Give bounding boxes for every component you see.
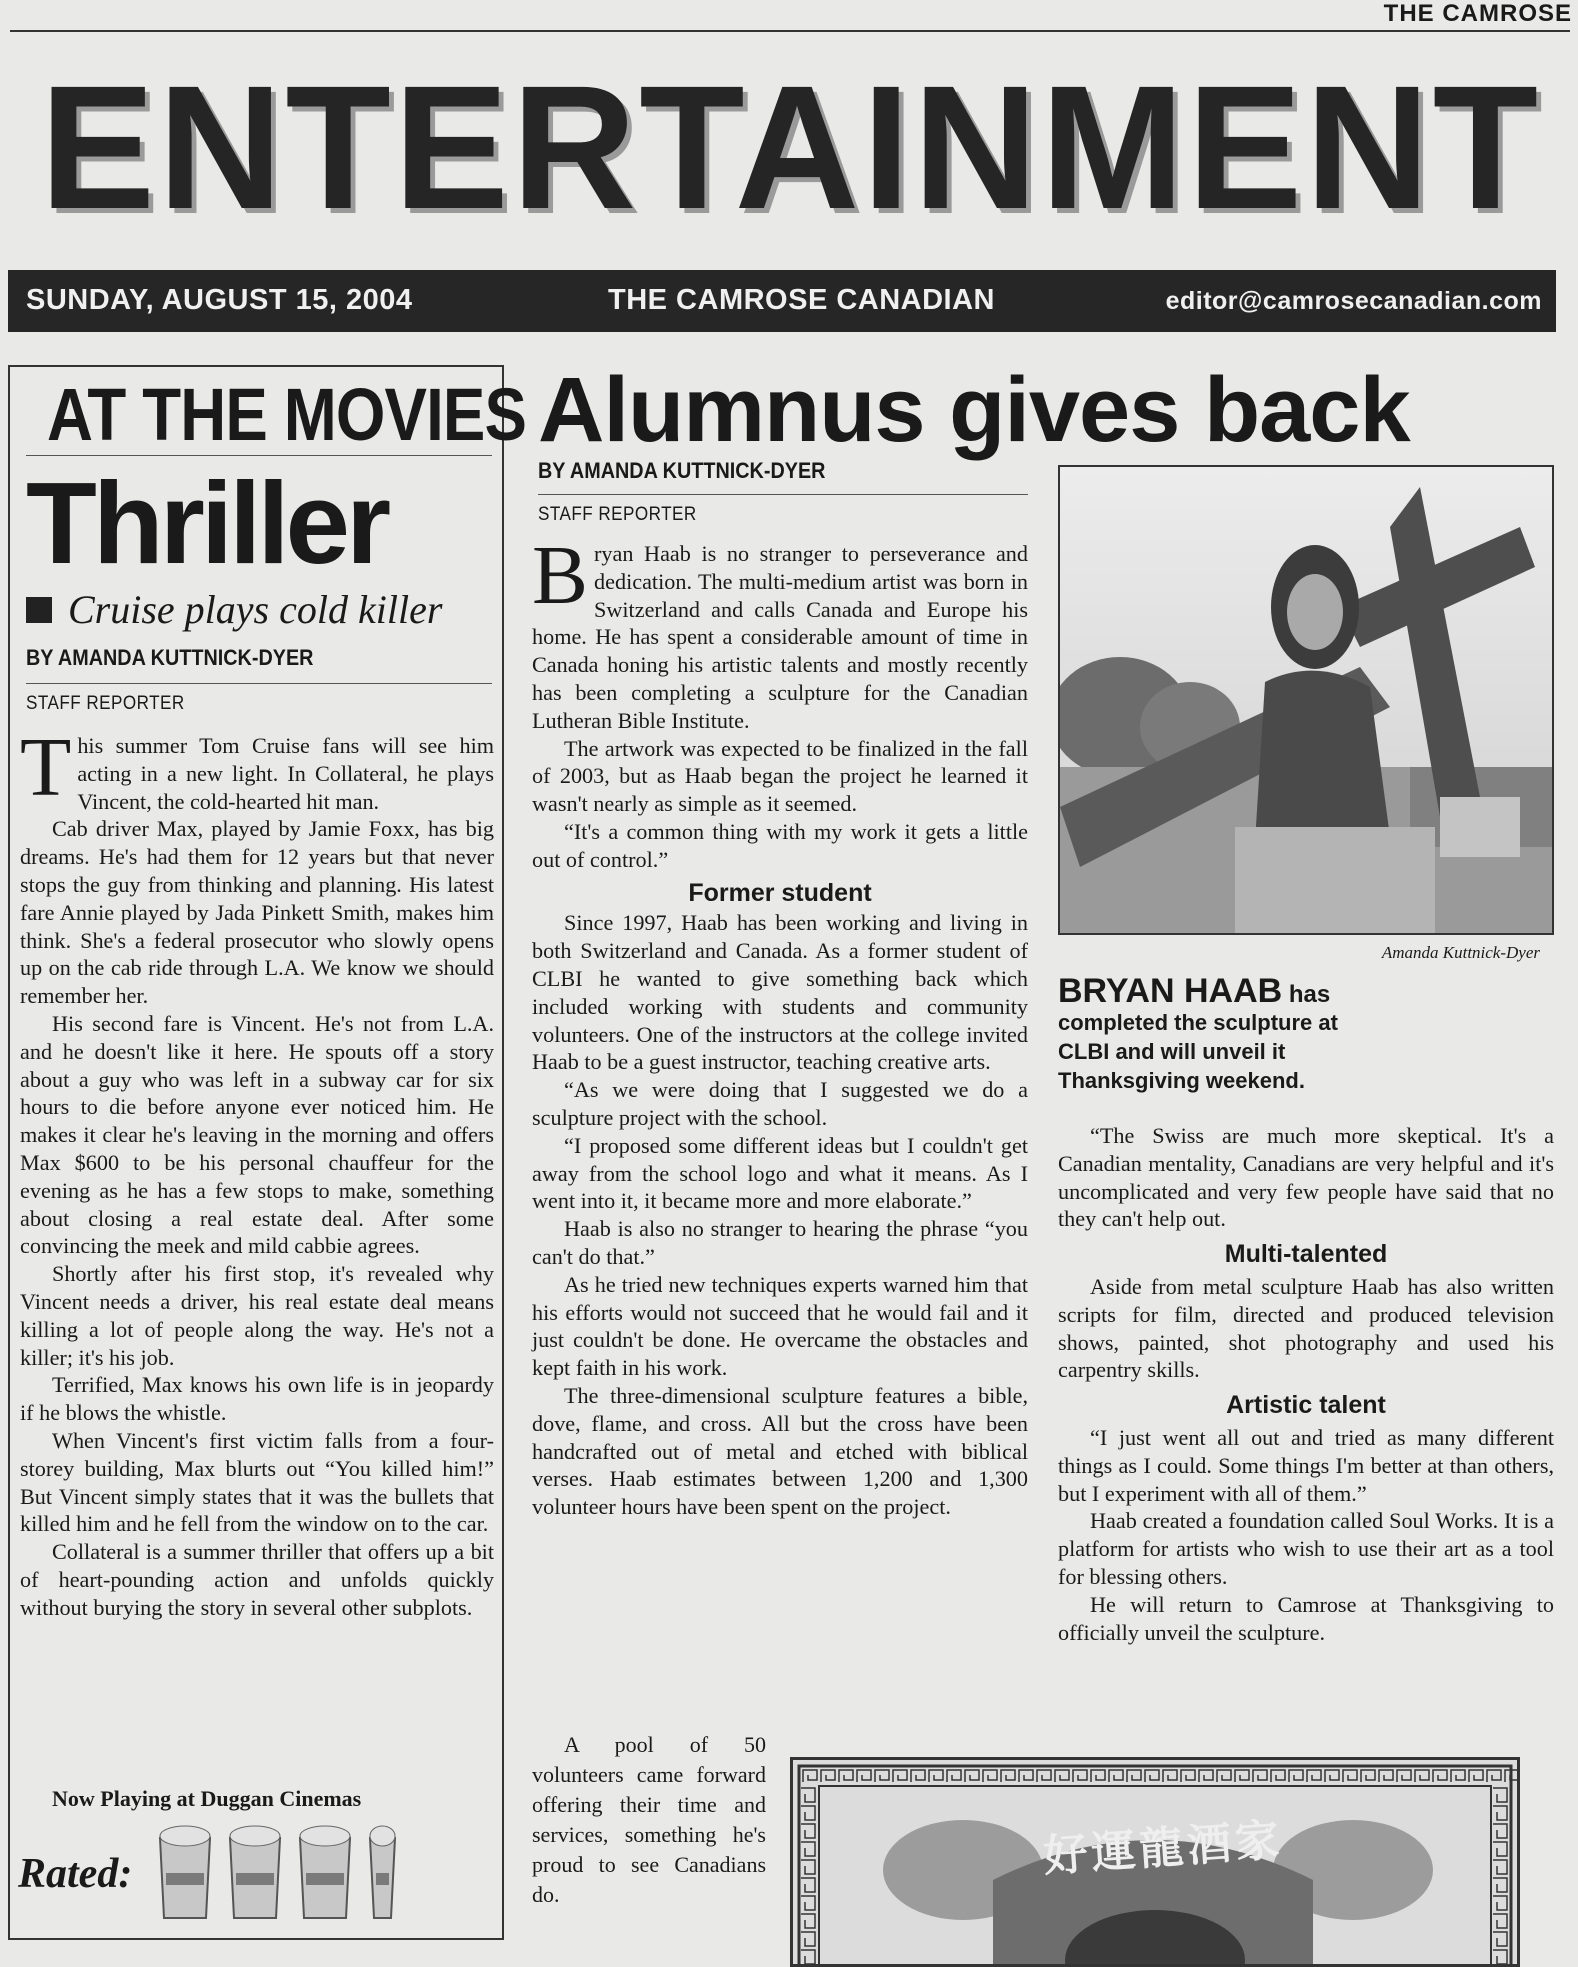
paragraph: When Vincent's first victim falls from a four-storey building, Max blurts out “You killed him!” But Vincent simply states that it was the bullets that killed him and he fell from the window on to the car.: [20, 1427, 494, 1537]
key-pattern-icon: [1199, 1770, 1213, 1782]
now-playing: Now Playing at Duggan Cinemas: [52, 1786, 362, 1811]
key-pattern-icon: [803, 1770, 817, 1782]
key-pattern-icon: [1307, 1770, 1321, 1782]
key-pattern-icon: [1235, 1770, 1249, 1782]
key-pattern-icon: [1019, 1770, 1033, 1782]
key-pattern-icon: [965, 1770, 979, 1782]
caption-name: BRYAN HAAB: [1058, 972, 1283, 1010]
article-deck: [26, 586, 442, 633]
photo-caption: completed the sculpture at CLBI and will unveil it Thanksgiving weekend.: [1058, 1010, 1338, 1093]
key-pattern-icon: [1493, 1932, 1507, 1946]
key-pattern-icon: [801, 1878, 815, 1892]
paragraph: He will return to Camrose at Thanksgiving to officially unveil the sculpture.: [1058, 1591, 1554, 1645]
paragraph: “As we were doing that I suggested we do a sculpture project with the school.: [532, 1077, 1028, 1130]
date-band: [8, 270, 1556, 332]
paragraph: Terrified, Max knows his own life is in jeopardy if he blows the whistle.: [20, 1372, 494, 1426]
key-pattern-icon: [1493, 1860, 1507, 1874]
photo-caption-heading: [1058, 972, 1330, 1011]
feature-body-col1: [532, 529, 1028, 1521]
popcorn-top-icon: [370, 1826, 395, 1846]
key-pattern-icon: [1493, 1788, 1507, 1802]
paragraph: Haab is also no stranger to hearing the phrase “you can't do that.”: [532, 1216, 1028, 1269]
movie-review-body: [20, 721, 494, 1622]
rating-label: Rated:: [18, 1851, 133, 1897]
key-pattern-icon: [1271, 1770, 1285, 1782]
key-pattern-icon: [1163, 1770, 1177, 1782]
key-pattern-icon: [983, 1770, 997, 1782]
paragraph: Cab driver Max, played by Jamie Foxx, has big dreams. He's had them for 12 years but that never stops the guy from thinking and planning. His latest fare Annie played by Jada Pinkett Smith, makes him think. She's a federal prosecutor who slowly opens up on the cab ride through L.A. We know we should remember her.: [20, 816, 494, 1009]
key-pattern-icon: [1493, 1806, 1507, 1820]
key-pattern-icon: [801, 1896, 815, 1910]
key-pattern-icon: [801, 1842, 815, 1856]
rating-popcorn-bags: [150, 1818, 410, 1928]
key-pattern-icon: [947, 1770, 961, 1782]
paragraph: Since 1997, Haab has been working and living in both Switzerland and Canada. As a former student of CLBI he wanted to give something back which included working with students and community volunteers. One of the instructors at the college invited Haab to be a guest instructor, teaching creative arts.: [532, 910, 1028, 1075]
editor-email[interactable]: editor@camrosecanadian.com: [1165, 287, 1542, 315]
paragraph: “The Swiss are much more skeptical. It's a Canadian mentality, Canadians are very helpful and it's uncomplicated and very few people have said that no they can't help out.: [1058, 1123, 1554, 1232]
key-pattern-icon: [1415, 1770, 1429, 1782]
key-pattern-icon: [1361, 1770, 1375, 1782]
key-pattern-icon: [1073, 1770, 1087, 1782]
paragraph: “I proposed some different ideas but I couldn't get away from the school logo and what it means. As I went into it, it became more and more elaborate.”: [532, 1132, 1028, 1214]
key-pattern-icon: [1379, 1770, 1393, 1782]
key-pattern-icon: [1493, 1842, 1507, 1856]
key-pattern-icon: [857, 1770, 871, 1782]
drop-cap: T: [20, 721, 72, 814]
feature-headline: Alumnus gives back: [538, 359, 1410, 461]
paragraph: Aside from metal sculpture Haab has also written scripts for film, directed and produced television shows, painted, shot photography and used his carpentry skills.: [1058, 1273, 1554, 1383]
popcorn-top-icon: [230, 1826, 280, 1846]
key-pattern-icon: [801, 1932, 815, 1946]
key-pattern-icon: [1487, 1770, 1501, 1782]
paragraph: his summer Tom Cruise fans will see him acting in a new light. In Collateral, he plays Vincent, the cold-hearted hit man.: [77, 733, 494, 814]
paragraph: Collateral is a summer thriller that offers up a bit of heart-pounding action and unfolds quickly without burying the story in several other subplots.: [20, 1539, 494, 1620]
paragraph: The three-dimensional sculpture features a bible, dove, flame, and cross. All but the cross have been handcrafted out of metal and etched with biblical verses. Haab estimates between 1,200 and 1,300 volunteer hours have been spent on the project.: [532, 1382, 1028, 1520]
staff-reporter: STAFF REPORTER: [26, 693, 185, 714]
paper-name: THE CAMROSE CANADIAN: [608, 284, 995, 316]
divider: [26, 455, 492, 456]
subhead: Multi-talented: [1224, 1240, 1388, 1269]
paragraph: Shortly after his first stop, it's revealed why Vincent needs a driver, his real estate deal means killing a lot of people along the way. He's not a killer; it's his job.: [20, 1261, 494, 1370]
key-pattern-icon: [1469, 1770, 1483, 1782]
feature-body-tail: [532, 1730, 766, 1910]
article-title: Thriller: [26, 458, 388, 588]
key-pattern-icon: [1397, 1770, 1411, 1782]
key-pattern-icon: [1091, 1770, 1105, 1782]
popcorn-top-icon: [160, 1826, 210, 1846]
key-pattern-icon: [801, 1788, 815, 1802]
paragraph: As he tried new techniques experts warned him that his efforts would not succeed that he would fail and it just couldn't be done. He overcame the obstacles and kept faith in his work.: [532, 1271, 1028, 1381]
deck-text: Cruise plays cold killer: [68, 587, 443, 632]
popcorn-top-icon: [300, 1826, 350, 1846]
key-pattern-icon: [801, 1824, 815, 1838]
bullet-square-icon: [26, 597, 52, 623]
key-pattern-icon: [801, 1914, 815, 1928]
key-pattern-icon: [1253, 1770, 1267, 1782]
key-pattern-icon: [1493, 1896, 1507, 1910]
ad-chinese-text: 好運龍酒家: [1041, 1814, 1285, 1883]
artist-with-cross-illustration: [1060, 467, 1552, 933]
issue-date: SUNDAY, AUGUST 15, 2004: [26, 284, 413, 316]
key-pattern-icon: [1055, 1770, 1069, 1782]
byline: BY AMANDA KUTTNICK-DYER: [26, 645, 314, 670]
key-pattern-icon: [1109, 1770, 1123, 1782]
section-kicker: AT THE MOVIES: [47, 373, 527, 456]
staff-reporter: STAFF REPORTER: [538, 504, 697, 525]
key-pattern-icon: [1037, 1770, 1051, 1782]
key-pattern-icon: [893, 1770, 907, 1782]
article-photo: [1058, 465, 1554, 935]
paragraph: ryan Haab is no stranger to perseverance and dedication. The multi-medium artist was born in Switzerland and calls Canada and Europe his home. He has spent a considerable amount of time in Canada honing his artistic talents and mostly recently has been completing a sculpture for the Canadian Lutheran Bible Institute.: [532, 541, 1028, 733]
popcorn-band-icon: [376, 1873, 389, 1885]
popcorn-band-icon: [306, 1873, 344, 1885]
subhead: Artistic talent: [1226, 1391, 1386, 1420]
popcorn-band-icon: [166, 1873, 204, 1885]
key-pattern-icon: [1325, 1770, 1339, 1782]
subhead: Former student: [688, 878, 872, 907]
divider: [26, 683, 492, 684]
masthead: ENTERTAINMENT: [40, 50, 1542, 246]
paragraph: The artwork was expected to be finalized in the fall of 2003, but as Haab began the project he learned it wasn't nearly as simple as it seemed.: [532, 735, 1028, 817]
key-pattern-icon: [1127, 1770, 1141, 1782]
paragraph: Haab created a foundation called Soul Works. It is a platform for artists who wish to use their art as a tool for blessing others.: [1058, 1508, 1554, 1589]
popcorn-band-icon: [236, 1873, 274, 1885]
photo-credit: Amanda Kuttnick-Dyer: [1381, 943, 1540, 962]
section-label: THE CAMROSE: [1383, 0, 1572, 27]
key-pattern-icon: [801, 1950, 815, 1964]
key-pattern-icon: [1493, 1950, 1507, 1964]
key-pattern-icon: [1493, 1878, 1507, 1892]
key-pattern-icon: [1493, 1824, 1507, 1838]
key-pattern-icon: [801, 1860, 815, 1874]
key-pattern-icon: [1001, 1770, 1015, 1782]
key-pattern-icon: [911, 1770, 925, 1782]
key-pattern-icon: [1145, 1770, 1159, 1782]
key-pattern-icon: [821, 1770, 835, 1782]
caption-has: has: [1282, 981, 1331, 1008]
key-pattern-icon: [929, 1770, 943, 1782]
paragraph: A pool of 50 volunteers came forward offering their time and services, something he's proud to see Canadians do.: [532, 1732, 766, 1907]
byline: BY AMANDA KUTTNICK-DYER: [538, 458, 826, 483]
key-pattern-icon: [1493, 1914, 1507, 1928]
divider: [538, 494, 1028, 495]
key-pattern-icon: [839, 1770, 853, 1782]
feature-body-col2: [1058, 1122, 1554, 1646]
key-pattern-icon: [1289, 1770, 1303, 1782]
paragraph: “I just went all out and tried as many different things as I could. Some things I'm better at than others, but I experiment with all of them.”: [1058, 1424, 1554, 1506]
key-pattern-icon: [1217, 1770, 1231, 1782]
key-pattern-icon: [801, 1806, 815, 1820]
top-rule: [10, 30, 1570, 32]
key-pattern-icon: [1451, 1770, 1465, 1782]
key-pattern-icon: [1433, 1770, 1447, 1782]
key-pattern-icon: [875, 1770, 889, 1782]
paragraph: His second fare is Vincent. He's not from L.A. and he doesn't like it here. He spouts off a story about a guy who was left in a subway car for six hours to die before anyone ever noticed him. He makes it clear he's leaving in the morning and offers Max $600 to be his personal chauffeur for the evening as he has a few stops to make, something about closing a real estate deal. After some convincing the meek and mild cabbie agrees.: [20, 1010, 494, 1259]
key-pattern-icon: [1181, 1770, 1195, 1782]
restaurant-ad: [790, 1757, 1520, 1967]
paragraph: “It's a common thing with my work it gets a little out of control.”: [532, 818, 1028, 872]
key-pattern-icon: [1343, 1770, 1357, 1782]
drop-cap: B: [532, 529, 589, 622]
